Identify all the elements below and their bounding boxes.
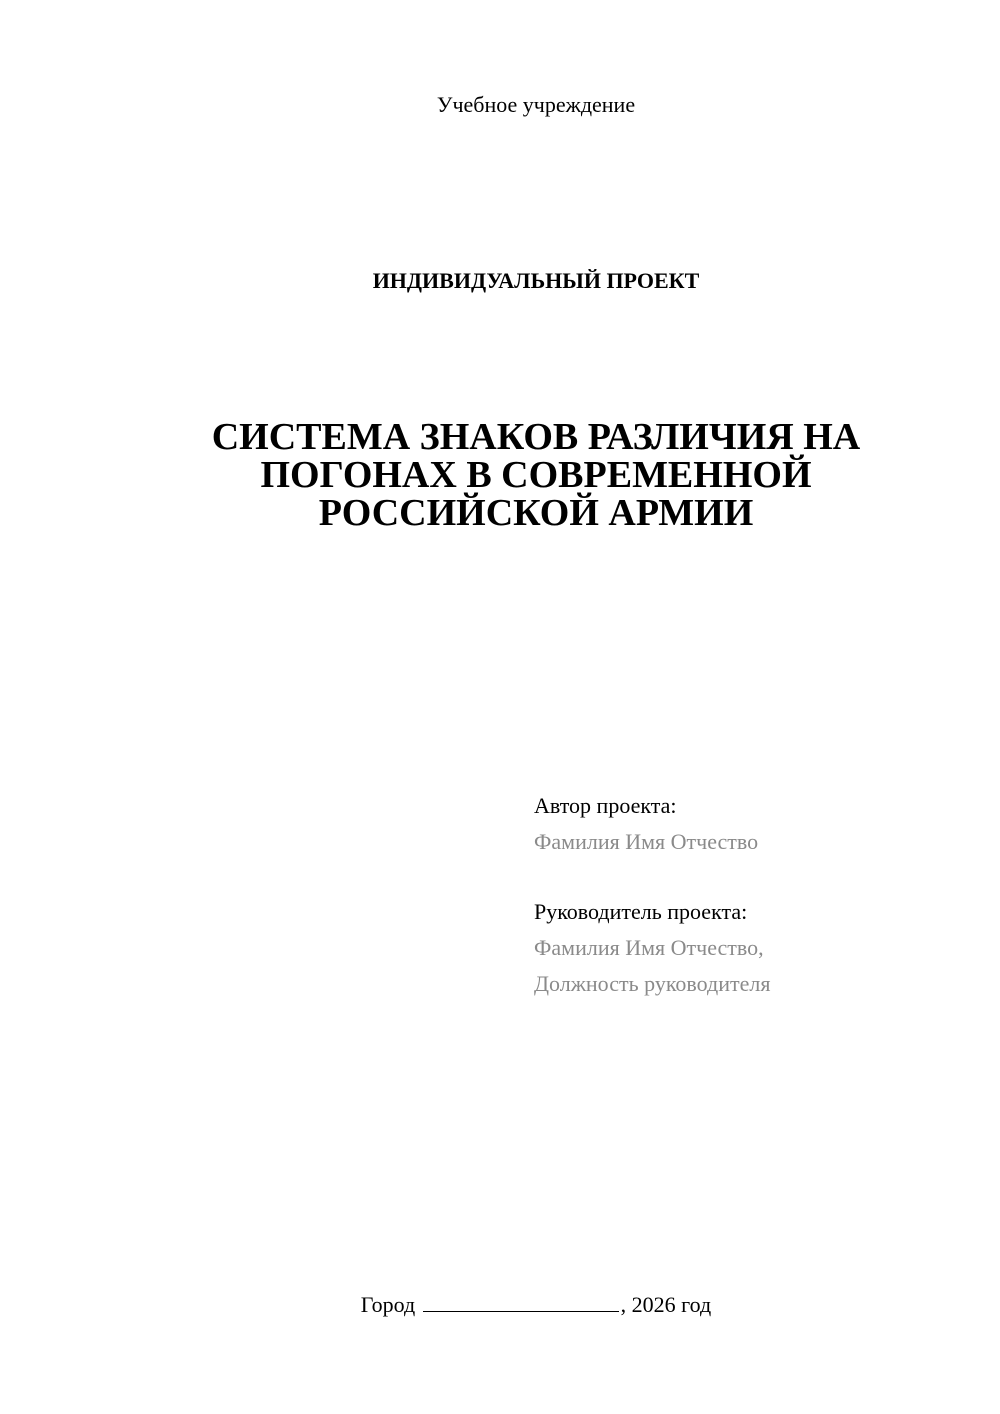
author-name: Фамилия Имя Отчество	[534, 829, 759, 854]
city-label: Город	[360, 1292, 416, 1317]
city-year-line	[0, 1290, 1000, 1320]
author-label: Автор проекта:	[534, 793, 677, 818]
year-text: , 2026 год	[620, 1292, 712, 1317]
city-blank-line	[423, 1293, 619, 1312]
institution-name: Учебное учреждение	[436, 92, 636, 117]
supervisor-label: Руководитель проекта:	[534, 899, 748, 924]
project-type-heading: ИНДИВИДУАЛЬНЫЙ ПРОЕКТ	[372, 268, 700, 293]
project-title-line-3: РОССИЙСКОЙ АРМИИ	[318, 492, 754, 534]
project-title-line-1: СИСТЕМА ЗНАКОВ РАЗЛИЧИЯ НА	[211, 416, 861, 458]
credits-spacer	[534, 860, 974, 894]
project-title	[180, 418, 892, 532]
credits-block	[534, 788, 974, 1002]
supervisor-name: Фамилия Имя Отчество,	[534, 935, 764, 960]
supervisor-position: Должность руководителя	[534, 971, 771, 996]
project-title-line-2: ПОГОНАХ В СОВРЕМЕННОЙ	[260, 454, 812, 496]
